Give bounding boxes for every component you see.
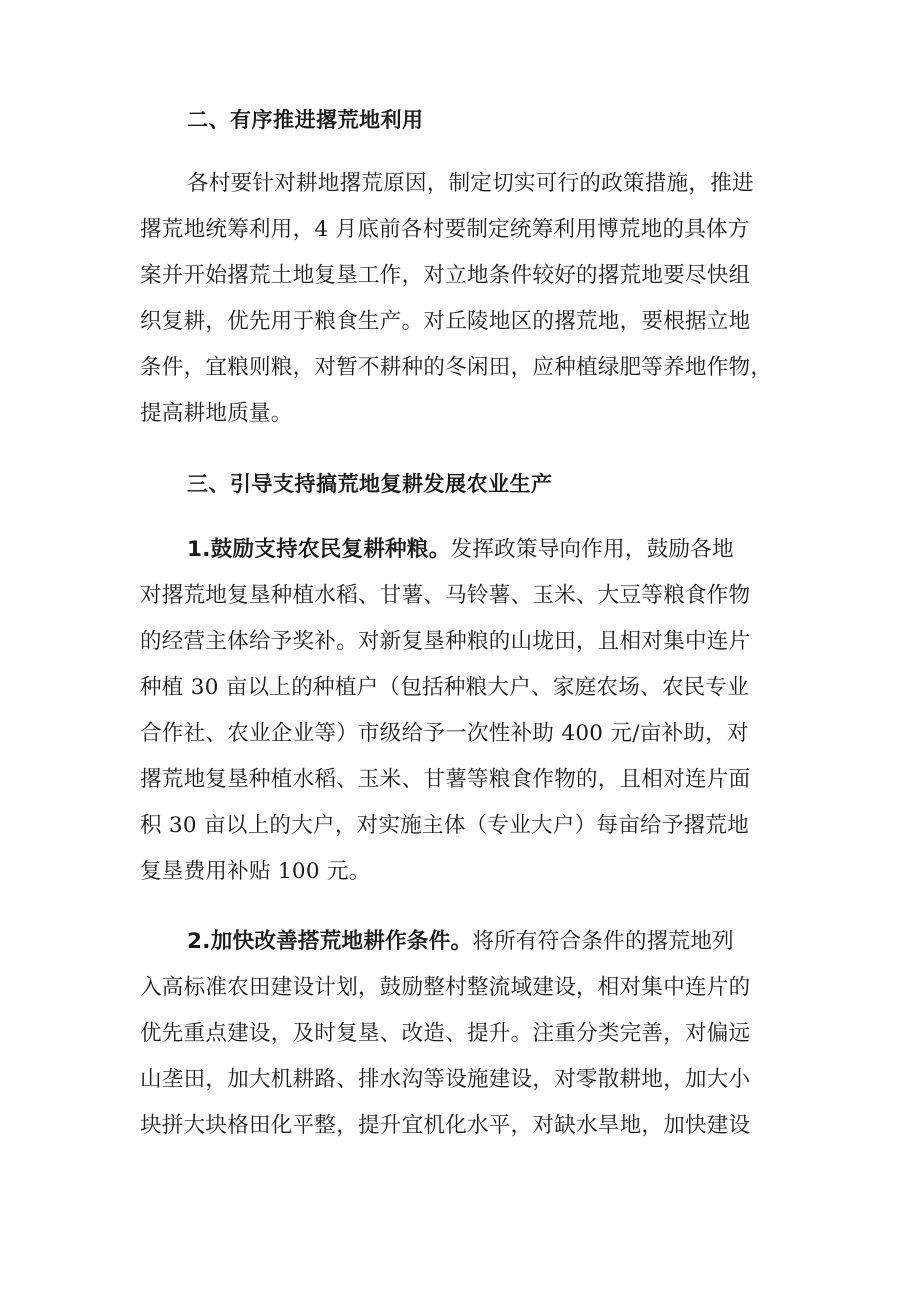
paragraph-line: 山垄田，加大机耕路、排水沟等设施建设，对零散耕地，加大小 [140,1067,751,1092]
paragraph-line: 复垦费用补贴 100 元。 [140,859,371,884]
paragraph-line: 条件，宜粮则粮，对暂不耕种的冬闲田，应种植绿肥等养地作物， [140,355,773,380]
paragraph-line: 积 30 亩以上的大户，对实施主体（专业大户）每亩给予撂荒地 [140,813,750,838]
section-heading-2: 二、有序推进撂荒地利用 [187,108,424,132]
item-2-first-rest: 将所有符合条件的撂荒地列 [472,929,734,954]
paragraph-line: 对撂荒地复垦种植水稻、甘薯、马铃薯、玉米、大豆等粮食作物 [140,583,751,608]
paragraph-line: 优先重点建设，及时复垦、改造、提升。注重分类完善，对偏远 [140,1021,751,1046]
item-2-lead: 2.加快改善搭荒地耕作条件。 [187,929,473,954]
section-heading-3: 三、引导支持搞荒地复耕发展农业生产 [187,472,553,496]
paragraph-line: 块拼大块格田化平整，提升宜机化水平，对缺水旱地，加快建设 [140,1113,751,1138]
paragraph-line: 织复耕，优先用于粮食生产。对丘陵地区的撂荒地，要根据立地 [140,309,751,334]
item-2-first-line [187,924,734,955]
paragraph-line: 各村要针对耕地撂荒原因，制定切实可行的政策措施，推进 [187,171,754,196]
paragraph-line: 撂荒地统筹利用，4 月底前各村要制定统筹利用博荒地的具体方 [140,217,750,242]
item-1-lead: 1.鼓励支持农民复耕种粮。 [187,537,451,562]
paragraph-line: 案并开始撂荒土地复垦工作，对立地条件较好的撂荒地要尽快组 [140,263,751,288]
paragraph-line: 种植 30 亩以上的种植户（包括种粮大户、家庭农场、农民专业 [140,675,750,700]
item-1-first-rest: 发挥政策导向作用，鼓励各地 [450,537,734,562]
paragraph-line: 入高标准农田建设计划，鼓励整村整流域建设，相对集中连片的 [140,975,751,1000]
paragraph-line: 合作社、农业企业等）市级给予一次性补助 400 元/亩补助，对 [140,721,749,746]
paragraph-line: 撂荒地复垦种植水稻、玉米、甘薯等粮食作物的，且相对连片面 [140,767,751,792]
paragraph-line: 的经营主体给予奖补。对新复垦种粮的山垅田，且相对集中连片 [140,629,751,654]
item-1-first-line [187,532,734,563]
paragraph-line: 提高耕地质量。 [140,401,293,426]
